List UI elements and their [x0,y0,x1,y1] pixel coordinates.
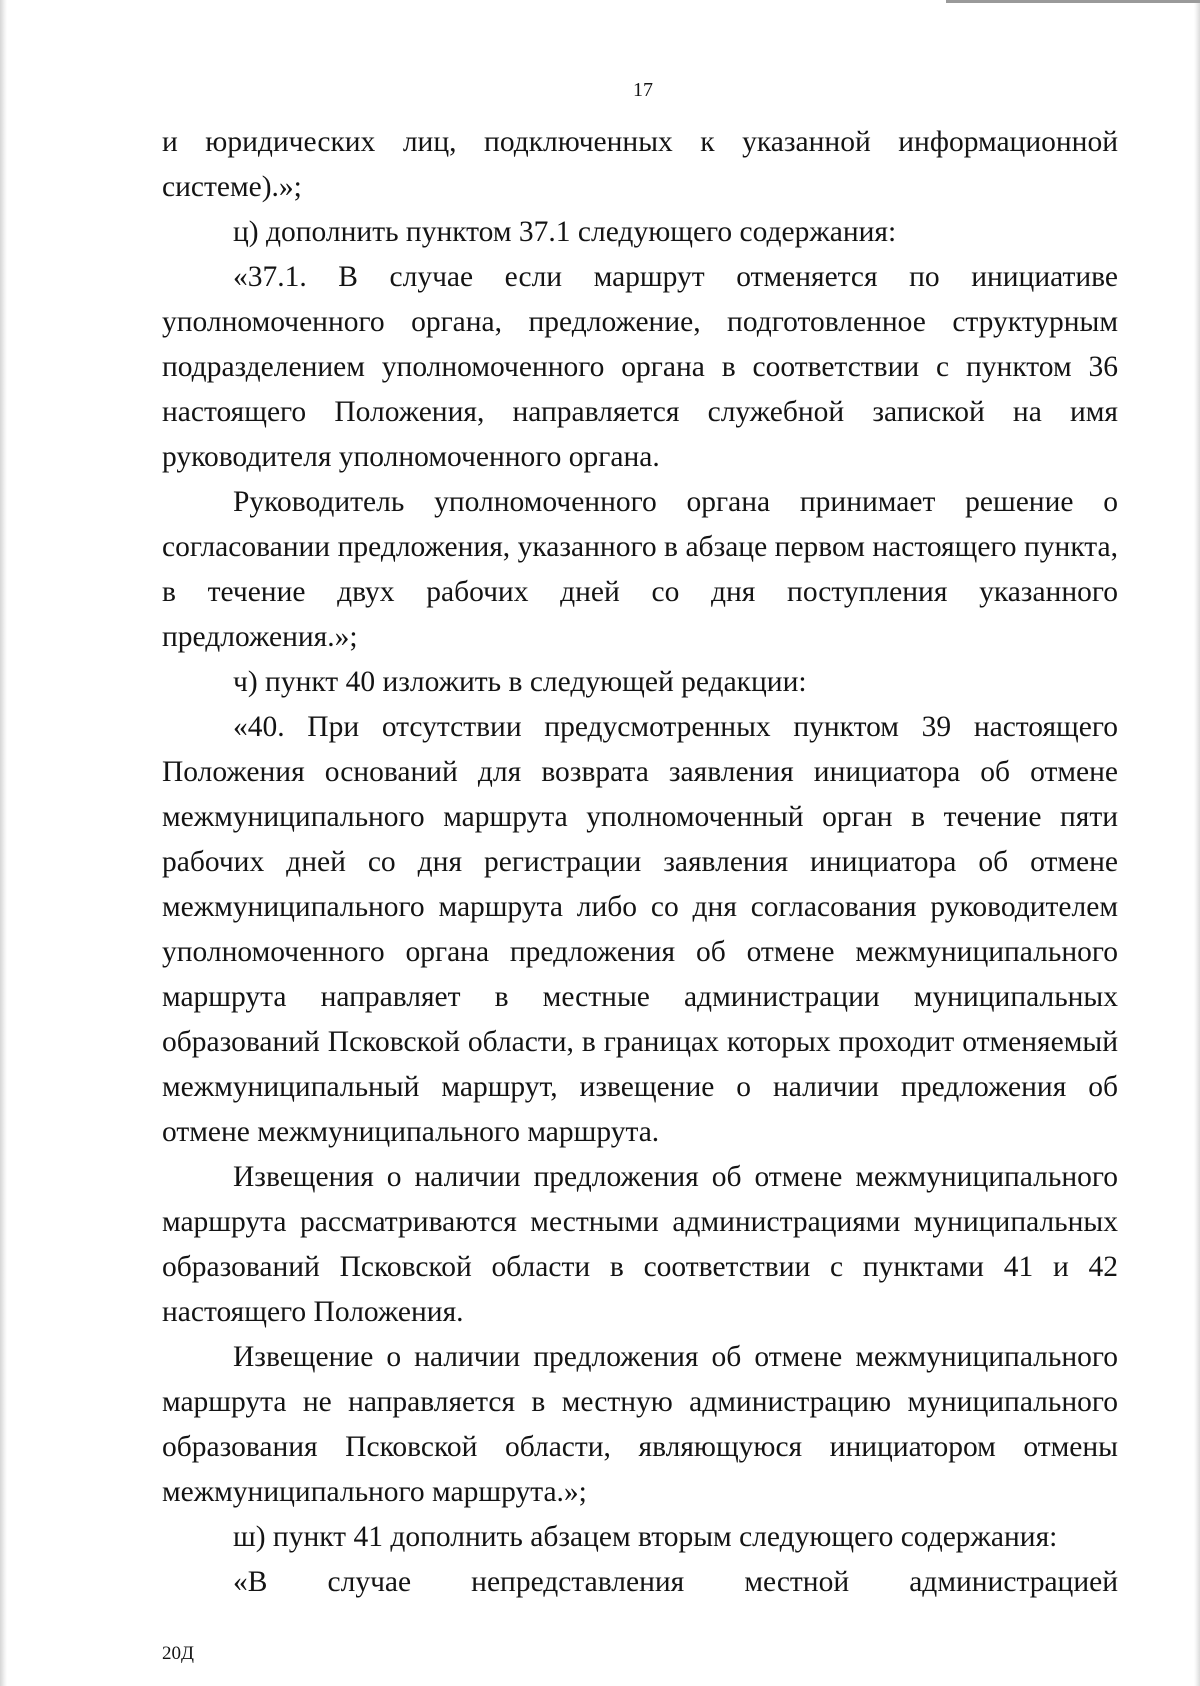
paragraph-item-sh: ш) пункт 41 дополнить абзацем вторым следующего содержания: [233,1521,1058,1553]
page-number: 17 [633,79,653,101]
footer-code: 20Д [162,1643,194,1664]
scan-edge-left [0,0,7,1686]
paragraph-notices-review: Извещения о наличии предложения об отмене межмуниципального маршрута рассматриваются местными администрациями муниципальных образований Псковской области в соответствии с пунктами 41 и 42 настоящего Положения. [162,1161,1118,1328]
scan-edge-right [1194,0,1200,1686]
paragraph-continuation: и юридических лиц, подключенных к указанной информационной системе).»; [162,126,1118,203]
paragraph-item-ch: ч) пункт 40 изложить в следующей редакции: [233,666,807,698]
paragraph-41-addition: «В случае непредставления местной администрацией [233,1566,1118,1598]
paragraph-head-decision: Руководитель уполномоченного органа принимает решение о согласовании предложения, указанного в абзаце первом настоящего пункта, в течение двух рабочих дней со дня поступления указанного предложения.»; [162,486,1118,653]
paragraph-notice-exception: Извещение о наличии предложения об отмене межмуниципального маршрута не направляется в местную администрацию муниципального образования Псковской области, являющуюся инициатором отмены межмуниципального маршрута.»; [162,1341,1118,1508]
document-body [162,120,1118,1605]
scan-mark-top [946,0,1200,3]
paragraph-item-ts: ц) дополнить пунктом 37.1 следующего содержания: [233,216,897,248]
paragraph-37-1: «37.1. В случае если маршрут отменяется по инициативе уполномоченного органа, предложение, подготовленное структурным подразделением уполномоченного органа в соответствии с пунктом 36 настоящего Положения, направляется служебной запиской на имя руководителя уполномоченного органа. [162,261,1118,473]
paragraph-40: «40. При отсутствии предусмотренных пунктом 39 настоящего Положения оснований для возврата заявления инициатора об отмене межмуниципального маршрута уполномоченный орган в течение пяти рабочих дней со дня регистрации заявления инициатора об отмене межмуниципального маршрута либо со дня согласования руководителем уполномоченного органа предложения об отмене межмуниципального маршрута направляет в местные администрации муниципальных образований Псковской области, в границах которых проходит отменяемый межмуниципальный маршрут, извещение о наличии предложения об отмене межмуниципального маршрута. [162,711,1118,1148]
